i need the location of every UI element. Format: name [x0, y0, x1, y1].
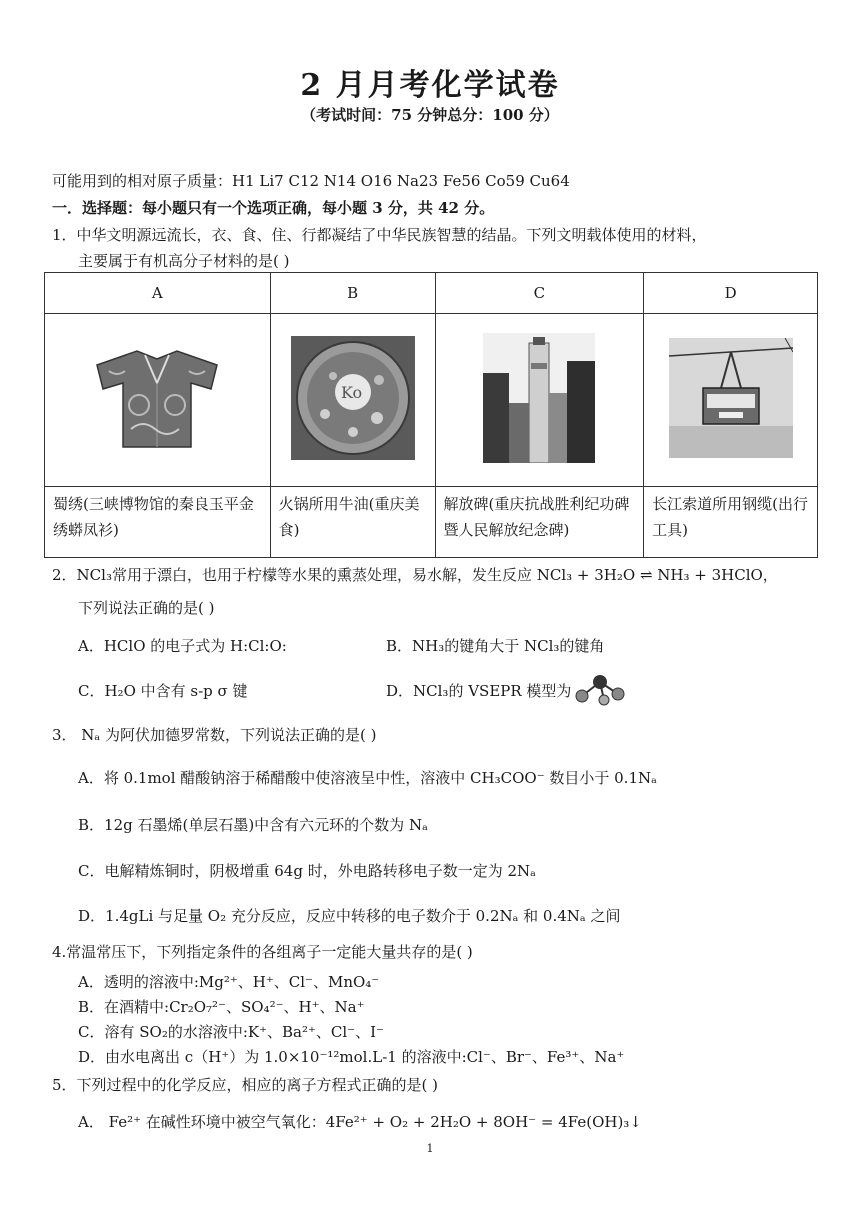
embroidered-robe-image	[87, 343, 227, 453]
q3-option-d: D．1.4gLi 与足量 O₂ 充分反应，反应中转移的电子数介于 0.2Nₐ 和 0.4Nₐ 之间	[78, 907, 621, 925]
q1-option-caption: 长江索道所用钢缆(出行工具)	[644, 487, 818, 558]
section-heading: 一．选择题：每小题只有一个选项正确，每小题 3 分，共 42 分。	[52, 199, 495, 217]
q4-option-c: C．溶有 SO₂的水溶液中:K⁺、Ba²⁺、Cl⁻、I⁻	[78, 1023, 384, 1041]
q5-stem: 5．下列过程中的化学反应，相应的离子方程式正确的是( )	[52, 1076, 439, 1094]
q2-option-b: B．NH₃的键角大于 NCl₃的键角	[386, 637, 605, 655]
q3-stem: 3． Nₐ 为阿伏加德罗常数，下列说法正确的是( )	[52, 726, 377, 744]
q1-option-letter: D	[644, 273, 818, 314]
exam-info: （考试时间：75 分钟总分：100 分）	[301, 106, 559, 124]
q4-option-b: B．在酒精中:Cr₂O₇²⁻、SO₄²⁻、H⁺、Na⁺	[78, 998, 365, 1016]
q1-option-caption: 解放碑(重庆抗战胜利纪功碑暨人民解放纪念碑)	[435, 487, 644, 558]
q3-option-c: C．电解精炼铜时，阴极增重 64g 时，外电路转移电子数一定为 2Nₐ	[78, 862, 536, 880]
hotpot-image	[291, 336, 415, 460]
q4-option-d: D．由水电离出 c（H⁺）为 1.0×10⁻¹²mol.L-1 的溶液中:Cl⁻、Br⁻、Fe³⁺、Na⁺	[78, 1048, 625, 1066]
q4-option-a: A．透明的溶液中:Mg²⁺、H⁺、Cl⁻、MnO₄⁻	[78, 973, 380, 991]
q1-option-letter: A	[45, 273, 271, 314]
monument-image	[483, 333, 595, 463]
svg-text:Ko: Ko	[340, 383, 362, 402]
atomic-masses: 可能用到的相对原子质量：H1 Li7 C12 N14 O16 Na23 Fe56 Co59 Cu64	[52, 172, 570, 190]
q2-option-a: A．HClO 的电子式为 H:Cl:O:	[78, 637, 287, 655]
q5-option-a: A． Fe²⁺ 在碱性环境中被空气氧化：4Fe²⁺ + O₂ + 2H₂O + 8OH⁻ = 4Fe(OH)₃↓	[78, 1113, 642, 1131]
q1-option-caption: 火锅所用牛油(重庆美食)	[270, 487, 435, 558]
vsepr-model-icon	[570, 672, 630, 706]
page-title: 2 月月考化学试卷	[300, 68, 560, 103]
q2-stem-line1: 2．NCl₃常用于漂白，也用于柠檬等水果的熏蒸处理，易水解，发生反应 NCl₃ + 3H₂O ⇌ NH₃ + 3HClO，	[52, 566, 778, 584]
cable-car-image	[669, 338, 793, 458]
q1-stem-line2: 主要属于有机高分子材料的是( )	[78, 252, 290, 270]
page-number: 1	[426, 1142, 434, 1155]
q2-option-c: C．H₂O 中含有 s-p σ 键	[78, 682, 248, 700]
q1-stem-line1: 1．中华文明源远流长，衣、食、住、行都凝结了中华民族智慧的结晶。下列文明载体使用的材料，	[52, 226, 707, 244]
q1-option-letter: C	[435, 273, 644, 314]
q1-options-table	[44, 272, 818, 558]
q4-stem: 4.常温常压下，下列指定条件的各组离子一定能大量共存的是( )	[52, 943, 473, 961]
q1-option-letter: B	[270, 273, 435, 314]
q1-option-caption: 蜀绣(三峡博物馆的秦良玉平金绣蟒凤衫)	[45, 487, 271, 558]
q2-option-d: D．NCl₃的 VSEPR 模型为	[386, 682, 572, 700]
q2-stem-line2: 下列说法正确的是( )	[78, 599, 215, 617]
q3-option-b: B．12g 石墨烯(单层石墨)中含有六元环的个数为 Nₐ	[78, 816, 428, 834]
q3-option-a: A．将 0.1mol 醋酸钠溶于稀醋酸中使溶液呈中性，溶液中 CH₃COO⁻ 数目小于 0.1Nₐ	[78, 769, 657, 787]
